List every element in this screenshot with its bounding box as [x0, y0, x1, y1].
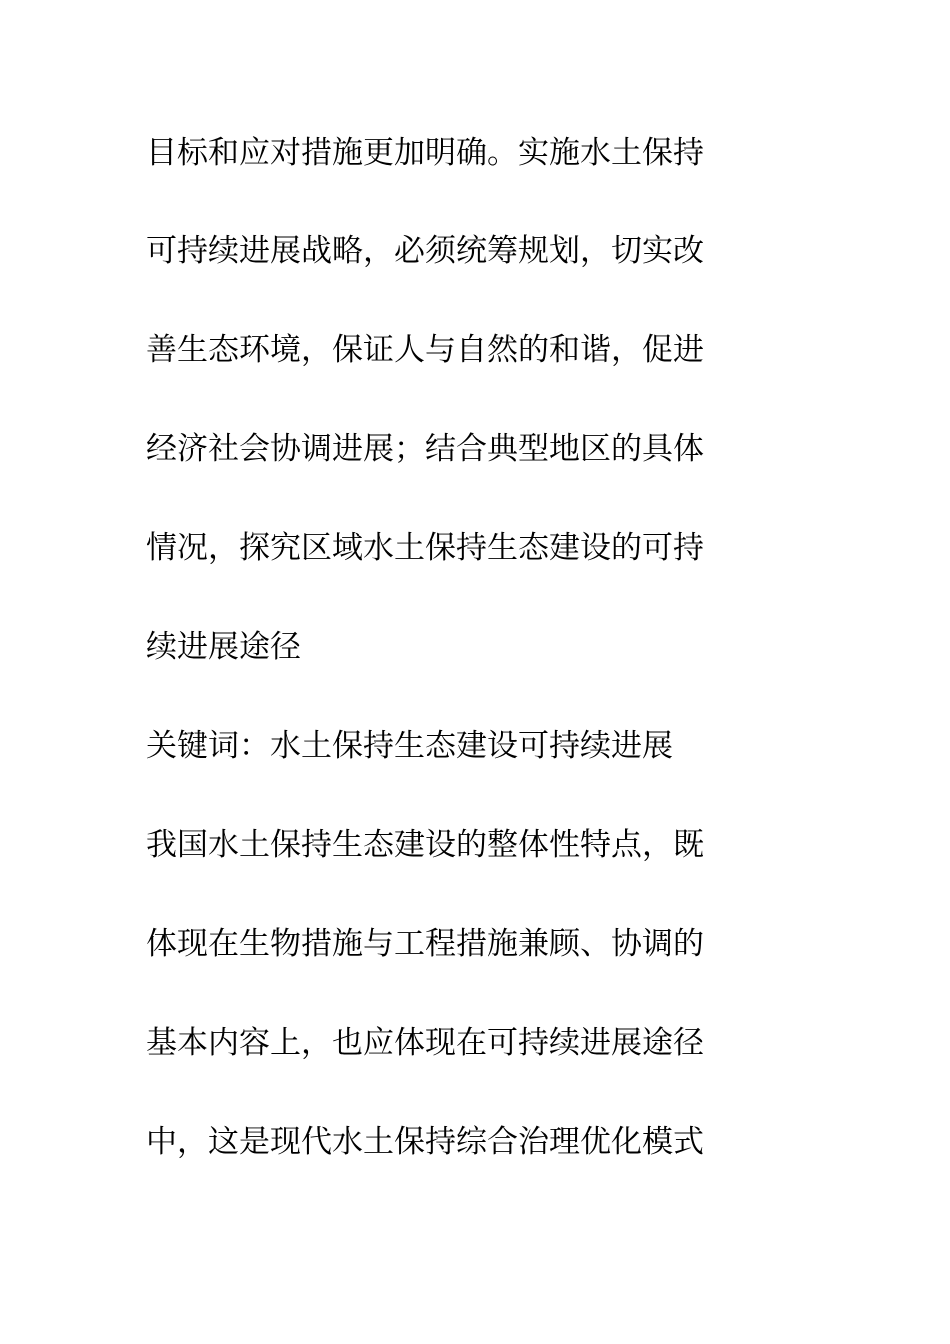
text-line: 我国水土保持生态建设的整体性特点，既 — [146, 827, 704, 863]
text-line: 续进展途径 — [146, 629, 301, 665]
text-line: 目标和应对措施更加明确。实施水土保持 — [146, 135, 704, 171]
text-line: 基本内容上，也应体现在可持续进展途径 — [146, 1025, 704, 1061]
text-line: 经济社会协调进展；结合典型地区的具体 — [146, 431, 704, 467]
text-line: 中，这是现代水土保持综合治理优化模式 — [146, 1124, 704, 1160]
text-line: 情况，探究区域水土保持生态建设的可持 — [146, 530, 704, 566]
keywords-line: 关键词：水土保持生态建设可持续进展 — [146, 728, 673, 764]
text-line: 可持续进展战略，必须统筹规划，切实改 — [146, 233, 704, 269]
text-line: 善生态环境，保证人与自然的和谐，促进 — [146, 332, 704, 368]
text-line: 体现在生物措施与工程措施兼顾、协调的 — [146, 926, 704, 962]
